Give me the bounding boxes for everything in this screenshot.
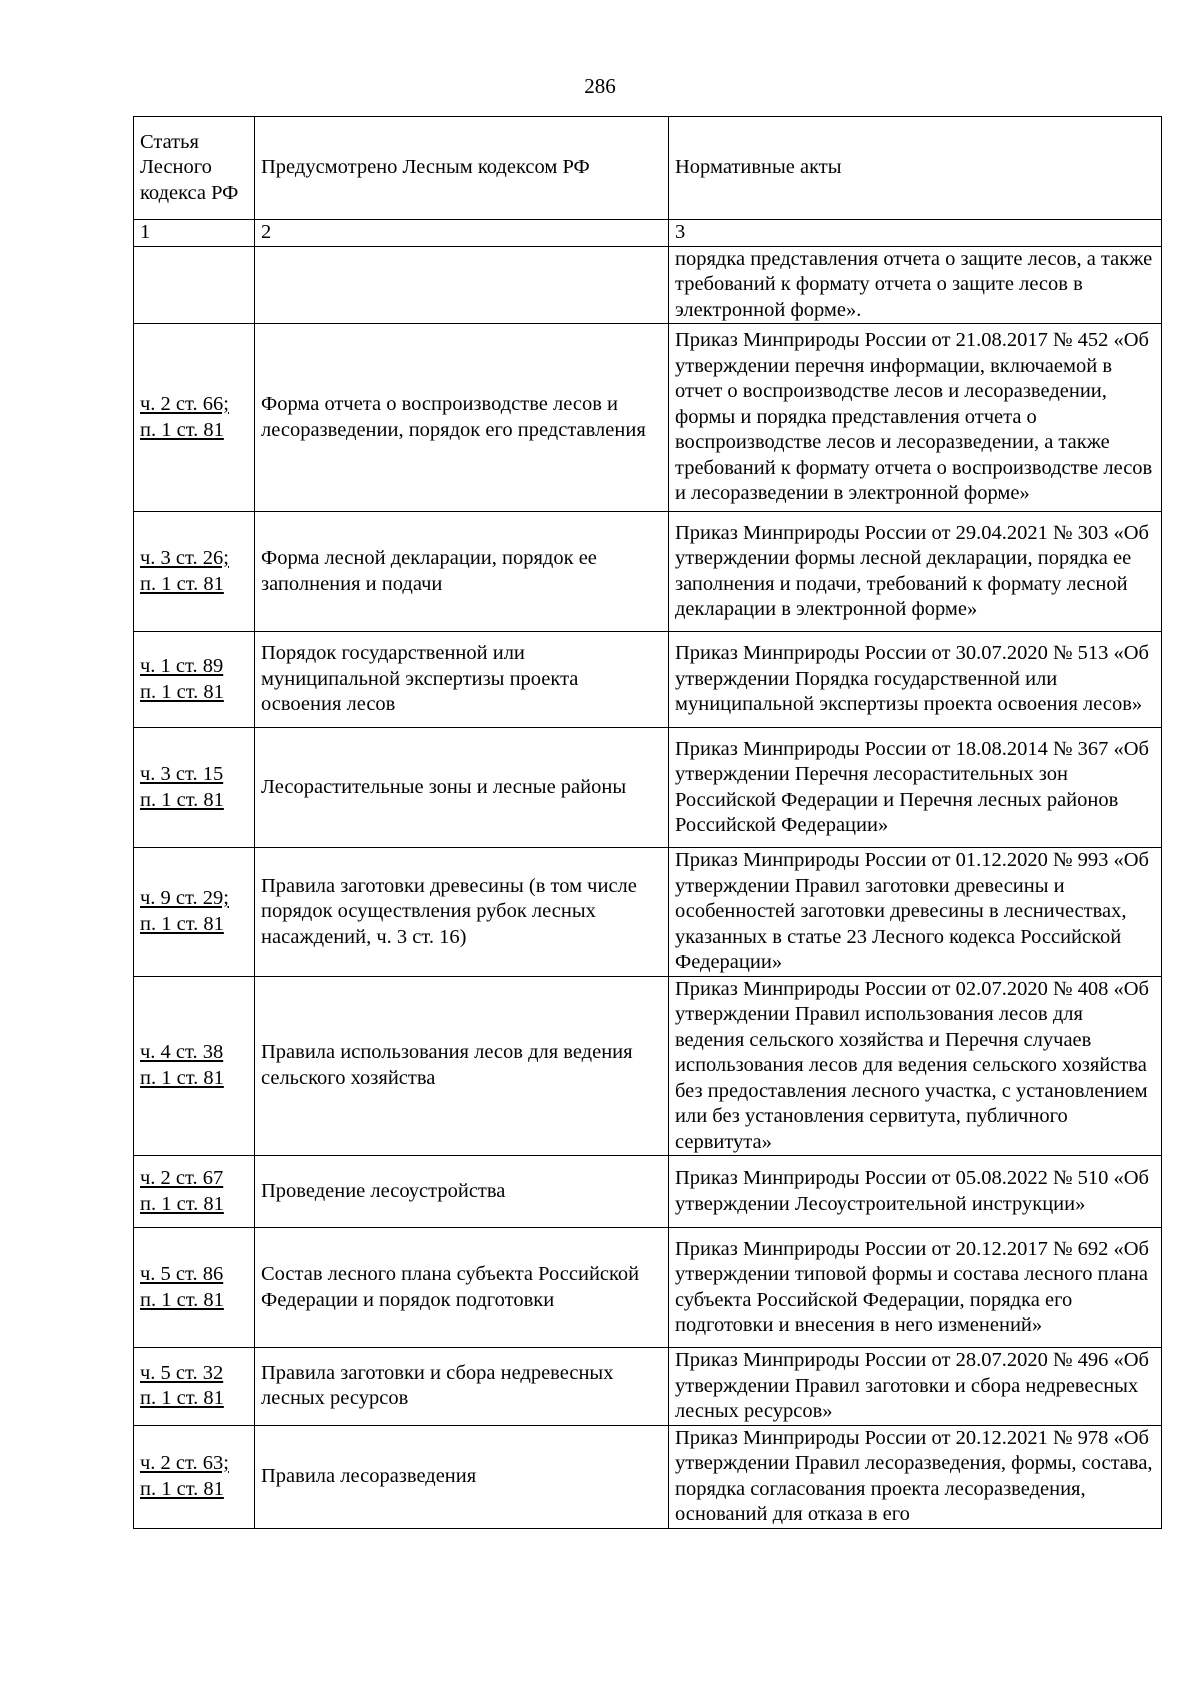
table-row	[134, 976, 1162, 1156]
article-reference-link[interactable]: п. 1 ст. 81	[140, 1066, 224, 1089]
table-row	[134, 324, 1162, 512]
article-reference-link[interactable]: п. 1 ст. 81	[140, 572, 224, 595]
provision-cell: Лесорастительные зоны и лесные районы	[255, 728, 669, 848]
article-reference-link[interactable]: п. 1 ст. 81	[140, 1192, 224, 1215]
table-row	[134, 1348, 1162, 1426]
table-header-row	[134, 117, 1162, 220]
article-cell	[134, 1228, 255, 1348]
article-reference-link[interactable]: ч. 5 ст. 32	[140, 1361, 224, 1384]
provision-cell: Форма отчета о воспроизводстве лесов и лесоразведении, порядок его представления	[255, 324, 669, 512]
article-reference-link[interactable]: п. 1 ст. 81	[140, 1288, 224, 1311]
header-provision: Предусмотрено Лесным кодексом РФ	[255, 117, 669, 220]
article-reference-link[interactable]: п. 1 ст. 81	[140, 1477, 224, 1500]
acts-cell: Приказ Минприроды России от 21.08.2017 № 452 «Об утверждении перечня информации, включаемой в отчет о воспроизводстве лесов и лесоразведении, формы и порядка представления отчета о воспроизводстве лесов и лесоразведении, а также требований к формату отчета о воспроизводстве лесов и лесоразведении в электронной форме»	[669, 324, 1162, 512]
article-reference-link[interactable]: п. 1 ст. 81	[140, 1387, 224, 1410]
article-cell	[134, 1156, 255, 1228]
acts-cell: Приказ Минприроды России от 29.04.2021 № 303 «Об утверждении формы лесной декларации, порядка ее заполнения и подачи, требований к формату лесной декларации в электронной форме»	[669, 512, 1162, 632]
table-row	[134, 1156, 1162, 1228]
article-reference-link[interactable]: п. 1 ст. 81	[140, 680, 224, 703]
article-reference-link[interactable]: ч. 5 ст. 86	[140, 1263, 224, 1285]
page-number: 286	[584, 74, 616, 98]
acts-cell: Приказ Минприроды России от 20.12.2017 № 692 «Об утверждении типовой формы и состава лесного плана субъекта Российской Федерации, порядка его подготовки и внесения в него изменений»	[669, 1228, 1162, 1348]
acts-cell: Приказ Минприроды России от 01.12.2020 № 993 «Об утверждении Правил заготовки древесины и особенностей заготовки древесины в лесничествах, указанных в статье 23 Лесного кодекса Российской Федерации»	[669, 848, 1162, 977]
table-row	[134, 246, 1162, 324]
table-row	[134, 728, 1162, 848]
article-reference-link[interactable]: ч. 2 ст. 63;	[140, 1452, 229, 1474]
acts-cell: Приказ Минприроды России от 18.08.2014 № 367 «Об утверждении Перечня лесорастительных зон Российской Федерации и Перечня лесных районов Российской Федерации»	[669, 728, 1162, 848]
article-reference-link[interactable]: ч. 4 ст. 38	[140, 1041, 224, 1064]
provision-cell: Правила использования лесов для ведения сельского хозяйства	[255, 976, 669, 1156]
provision-cell: Форма лесной декларации, порядок ее заполнения и подачи	[255, 512, 669, 632]
article-reference-link[interactable]: ч. 3 ст. 15	[140, 763, 224, 785]
table-row	[134, 512, 1162, 632]
article-cell	[134, 512, 255, 632]
article-reference-link[interactable]: п. 1 ст. 81	[140, 912, 224, 935]
acts-cell: Приказ Минприроды России от 02.07.2020 № 408 «Об утверждении Правил использования лесов для ведения сельского хозяйства и Перечня случаев использования лесов для ведения сельского хозяйства без предоставления лесного участка, с установлением или без установления сервитута, публичного сервитута»	[669, 976, 1162, 1156]
table-row	[134, 848, 1162, 977]
acts-cell: порядка представления отчета о защите лесов, а также требований к формату отчета о защите лесов в электронной форме».	[669, 246, 1162, 324]
table-body	[134, 246, 1162, 1528]
table-row	[134, 1228, 1162, 1348]
article-cell	[134, 324, 255, 512]
column-number: 1	[134, 220, 255, 247]
article-cell	[134, 1425, 255, 1528]
article-reference-link[interactable]: п. 1 ст. 81	[140, 788, 224, 811]
provision-cell: Порядок государственной или муниципальной экспертизы проекта освоения лесов	[255, 632, 669, 728]
article-reference-link[interactable]: ч. 2 ст. 67	[140, 1167, 224, 1189]
legislation-table	[133, 116, 1162, 1529]
column-number: 3	[669, 220, 1162, 247]
acts-cell: Приказ Минприроды России от 05.08.2022 № 510 «Об утверждении Лесоустроительной инструкции»	[669, 1156, 1162, 1228]
column-numbering-row	[134, 220, 1162, 247]
article-reference-link[interactable]: ч. 9 ст. 29;	[140, 887, 229, 910]
provision-cell: Состав лесного плана субъекта Российской Федерации и порядок подготовки	[255, 1228, 669, 1348]
provision-cell	[255, 246, 669, 324]
acts-cell: Приказ Минприроды России от 28.07.2020 № 496 «Об утверждении Правил заготовки и сбора недревесных лесных ресурсов»	[669, 1348, 1162, 1426]
article-cell	[134, 1348, 255, 1426]
article-cell	[134, 246, 255, 324]
article-reference-link[interactable]: ч. 1 ст. 89	[140, 655, 224, 677]
column-number: 2	[255, 220, 669, 247]
provision-cell: Правила заготовки и сбора недревесных лесных ресурсов	[255, 1348, 669, 1426]
provision-cell: Правила заготовки древесины (в том числе порядок осуществления рубок лесных насаждений, ч. 3 ст. 16)	[255, 848, 669, 977]
article-cell	[134, 976, 255, 1156]
table-row	[134, 1425, 1162, 1528]
provision-cell: Правила лесоразведения	[255, 1425, 669, 1528]
article-cell	[134, 848, 255, 977]
article-cell	[134, 632, 255, 728]
table-row	[134, 632, 1162, 728]
article-cell	[134, 728, 255, 848]
header-article: Статья Лесного кодекса РФ	[134, 117, 255, 220]
article-reference-link[interactable]: п. 1 ст. 81	[140, 418, 224, 441]
acts-cell: Приказ Минприроды России от 30.07.2020 № 513 «Об утверждении Порядка государственной или муниципальной экспертизы проекта освоения лесов»	[669, 632, 1162, 728]
acts-cell: Приказ Минприроды России от 20.12.2021 № 978 «Об утверждении Правил лесоразведения, формы, состава, порядка согласования проекта лесоразведения, оснований для отказа в его	[669, 1425, 1162, 1528]
header-acts: Нормативные акты	[669, 117, 1162, 220]
provision-cell: Проведение лесоустройства	[255, 1156, 669, 1228]
article-reference-link[interactable]: ч. 2 ст. 66;	[140, 393, 229, 415]
article-reference-link[interactable]: ч. 3 ст. 26;	[140, 547, 229, 569]
